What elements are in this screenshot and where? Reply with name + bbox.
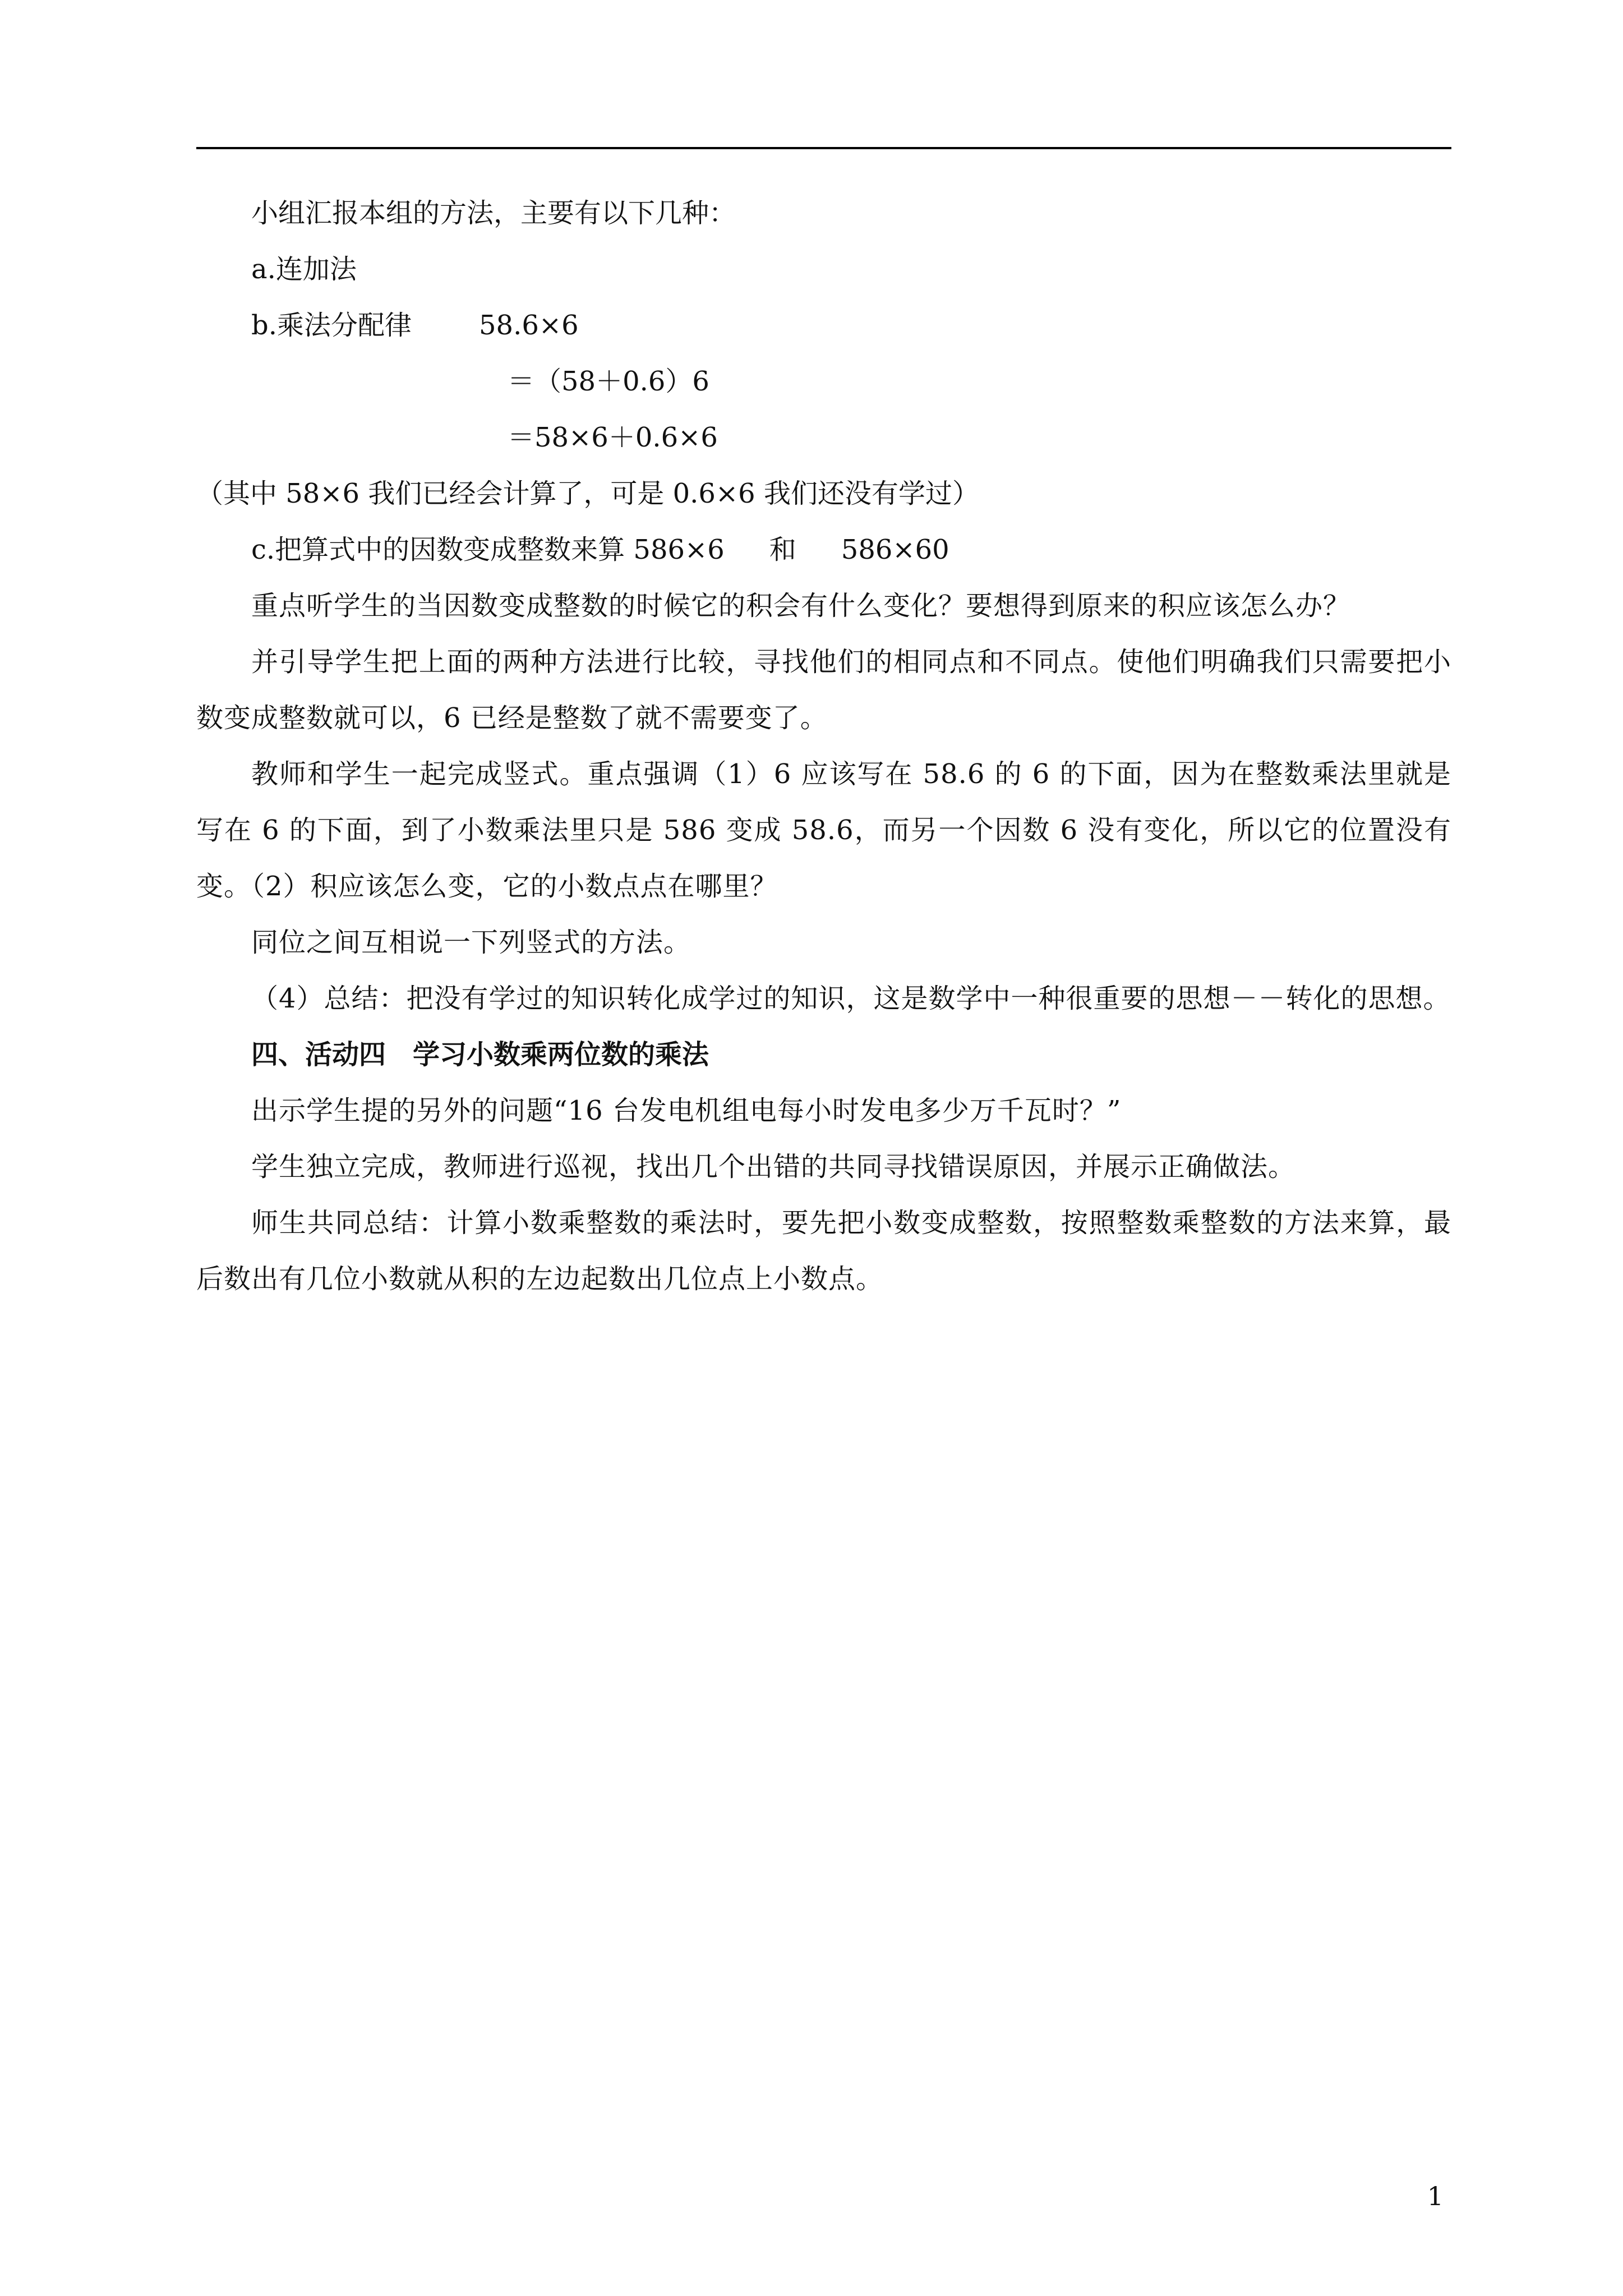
page-number: 1 bbox=[1427, 2181, 1444, 2211]
document-body bbox=[196, 185, 1451, 1307]
intro-line: 小组汇报本组的方法，主要有以下几种： bbox=[251, 197, 736, 229]
paragraph-focus: 重点听学生的当因数变成整数的时候它的积会有什么变化？要想得到原来的积应该怎么办？ bbox=[251, 590, 1351, 622]
method-c-expr2: 586×60 bbox=[841, 534, 949, 565]
header-rule bbox=[196, 147, 1451, 149]
paragraph-summary: （4）总结：把没有学过的知识转化成学过的知识，这是数学中一种很重要的思想－－转化的思想。 bbox=[251, 983, 1451, 1014]
paragraph-vertical: 教师和学生一起完成竖式。重点强调（1）6 应该写在 58.6 的 6 的下面，因为在整数乘法里就是写在 6 的下面，到了小数乘法里只是 586 变成 58.6，而另一个因数 6 没有变化，所以它的位置没有变。（2）积应该怎么变，它的小数点点在哪里？ bbox=[196, 758, 1451, 902]
method-b-label: b.乘法分配律 bbox=[251, 310, 412, 341]
paragraph-conclusion: 师生共同总结：计算小数乘整数的乘法时，要先把小数变成整数，按照整数乘整数的方法来算，最后数出有几位小数就从积的左边起数出几位点上小数点。 bbox=[196, 1207, 1451, 1295]
method-c bbox=[196, 522, 1451, 578]
method-b-calc-1: 58.6×6 bbox=[479, 310, 579, 341]
paragraph-peer: 同位之间互相说一下列竖式的方法。 bbox=[251, 927, 691, 958]
method-c-and: 和 bbox=[769, 534, 796, 565]
method-a: a.连加法 bbox=[251, 254, 357, 285]
note-line: （其中 58×6 我们已经会计算了，可是 0.6×6 我们还没有学过） bbox=[196, 478, 979, 509]
method-b-calc-3: ＝58×6＋0.6×6 bbox=[508, 422, 718, 453]
paragraph-compare: 并引导学生把上面的两种方法进行比较，寻找他们的相同点和不同点。使他们明确我们只需要把小数变成整数就可以，6 已经是整数了就不需要变了。 bbox=[196, 646, 1451, 734]
paragraph-independent: 学生独立完成，教师进行巡视，找出几个出错的共同寻找错误原因，并展示正确做法。 bbox=[251, 1151, 1296, 1182]
method-c-label: c.把算式中的因数变成整数来算 586×6 bbox=[251, 534, 725, 565]
method-b bbox=[196, 297, 1451, 353]
method-b-calc-2: ＝（58＋0.6）6 bbox=[508, 366, 709, 397]
paragraph-question: 出示学生提的另外的问题“16 台发电机组电每小时发电多少万千瓦时？” bbox=[251, 1095, 1122, 1126]
section-heading: 四、活动四 学习小数乘两位数的乘法 bbox=[251, 1039, 709, 1070]
